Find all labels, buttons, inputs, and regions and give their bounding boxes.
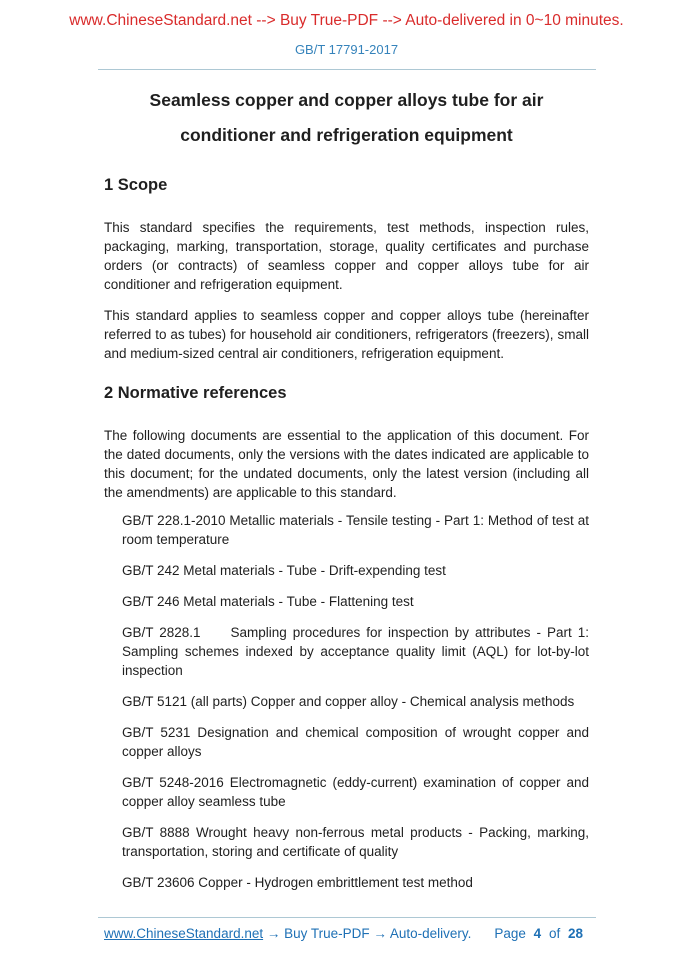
scope-paragraph: This standard specifies the requirements, test methods, inspection rules, packaging, marking, transportation, storage, quality certificates and purchase orders (or contracts) of seamless copper and copper alloys tube for air conditioner and refrigeration equipment. — [104, 220, 589, 292]
reference-item: GB/T 23606 Copper - Hydrogen embrittlement test method — [122, 875, 473, 890]
header-divider — [98, 69, 596, 70]
reference-item: GB/T 246 Metal materials - Tube - Flattening test — [122, 594, 414, 609]
footer-site-link[interactable]: www.ChineseStandard.net — [104, 926, 264, 941]
document-title-line-2: conditioner and refrigeration equipment — [180, 125, 513, 145]
reference-item: GB/T 228.1-2010 Metallic materials - Tensile testing - Part 1: Method of test at room temperature — [122, 513, 589, 547]
footer-tagline — [104, 925, 471, 942]
document-body — [104, 175, 589, 892]
section-heading-normative-references: 2 Normative references — [104, 384, 287, 402]
page-of-label: of — [548, 926, 561, 941]
page-indicator — [490, 925, 589, 942]
normative-references-paragraph: The following documents are essential to the application of this document. For the dated documents, only the versions with the dates indicated are applicable to this document; for the undated documents, only the latest version (including all the amendments) are applicable to this standard. — [104, 428, 589, 500]
document-title-line-1: Seamless copper and copper alloys tube for air — [149, 90, 544, 110]
reference-item: GB/T 8888 Wrought heavy non-ferrous metal products - Packing, marking, transportation, storing and certificate of quality — [122, 825, 589, 859]
page-current: 4 — [533, 926, 542, 941]
promo-banner: www.ChineseStandard.net --> Buy True-PDF --> Auto-delivered in 0~10 minutes. — [69, 12, 624, 29]
page-label: Page — [494, 926, 526, 941]
page-footer — [0, 906, 693, 942]
reference-item: GB/T 5231 Designation and chemical composition of wrought copper and copper alloys — [122, 725, 589, 759]
reference-item: GB/T 2828.1 Sampling procedures for inspection by attributes - Part 1: Sampling schemes indexed by acceptance quality limit (AQL) for lot-by-lot inspection — [122, 625, 589, 678]
page-total: 28 — [567, 926, 583, 941]
footer-divider — [98, 917, 596, 918]
reference-item: GB/T 242 Metal materials - Tube - Drift-expending test — [122, 563, 446, 578]
footer-tagline-text: → Buy True-PDF → Auto-delivery. — [266, 926, 472, 941]
document-title — [0, 83, 693, 153]
section-heading-scope: 1 Scope — [104, 176, 168, 194]
footer-row — [104, 925, 589, 942]
standard-code: GB/T 17791-2017 — [294, 42, 399, 57]
reference-item: GB/T 5248-2016 Electromagnetic (eddy-current) examination of copper and copper alloy seamless tube — [122, 775, 589, 809]
reference-list — [104, 511, 589, 892]
scope-paragraph: This standard applies to seamless copper and copper alloys tube (hereinafter referred to as tubes) for household air conditioners, refrigerators (freezers), small and medium-sized central air conditioners, refrigeration equipment. — [104, 308, 589, 361]
reference-item: GB/T 5121 (all parts) Copper and copper alloy - Chemical analysis methods — [122, 694, 575, 709]
